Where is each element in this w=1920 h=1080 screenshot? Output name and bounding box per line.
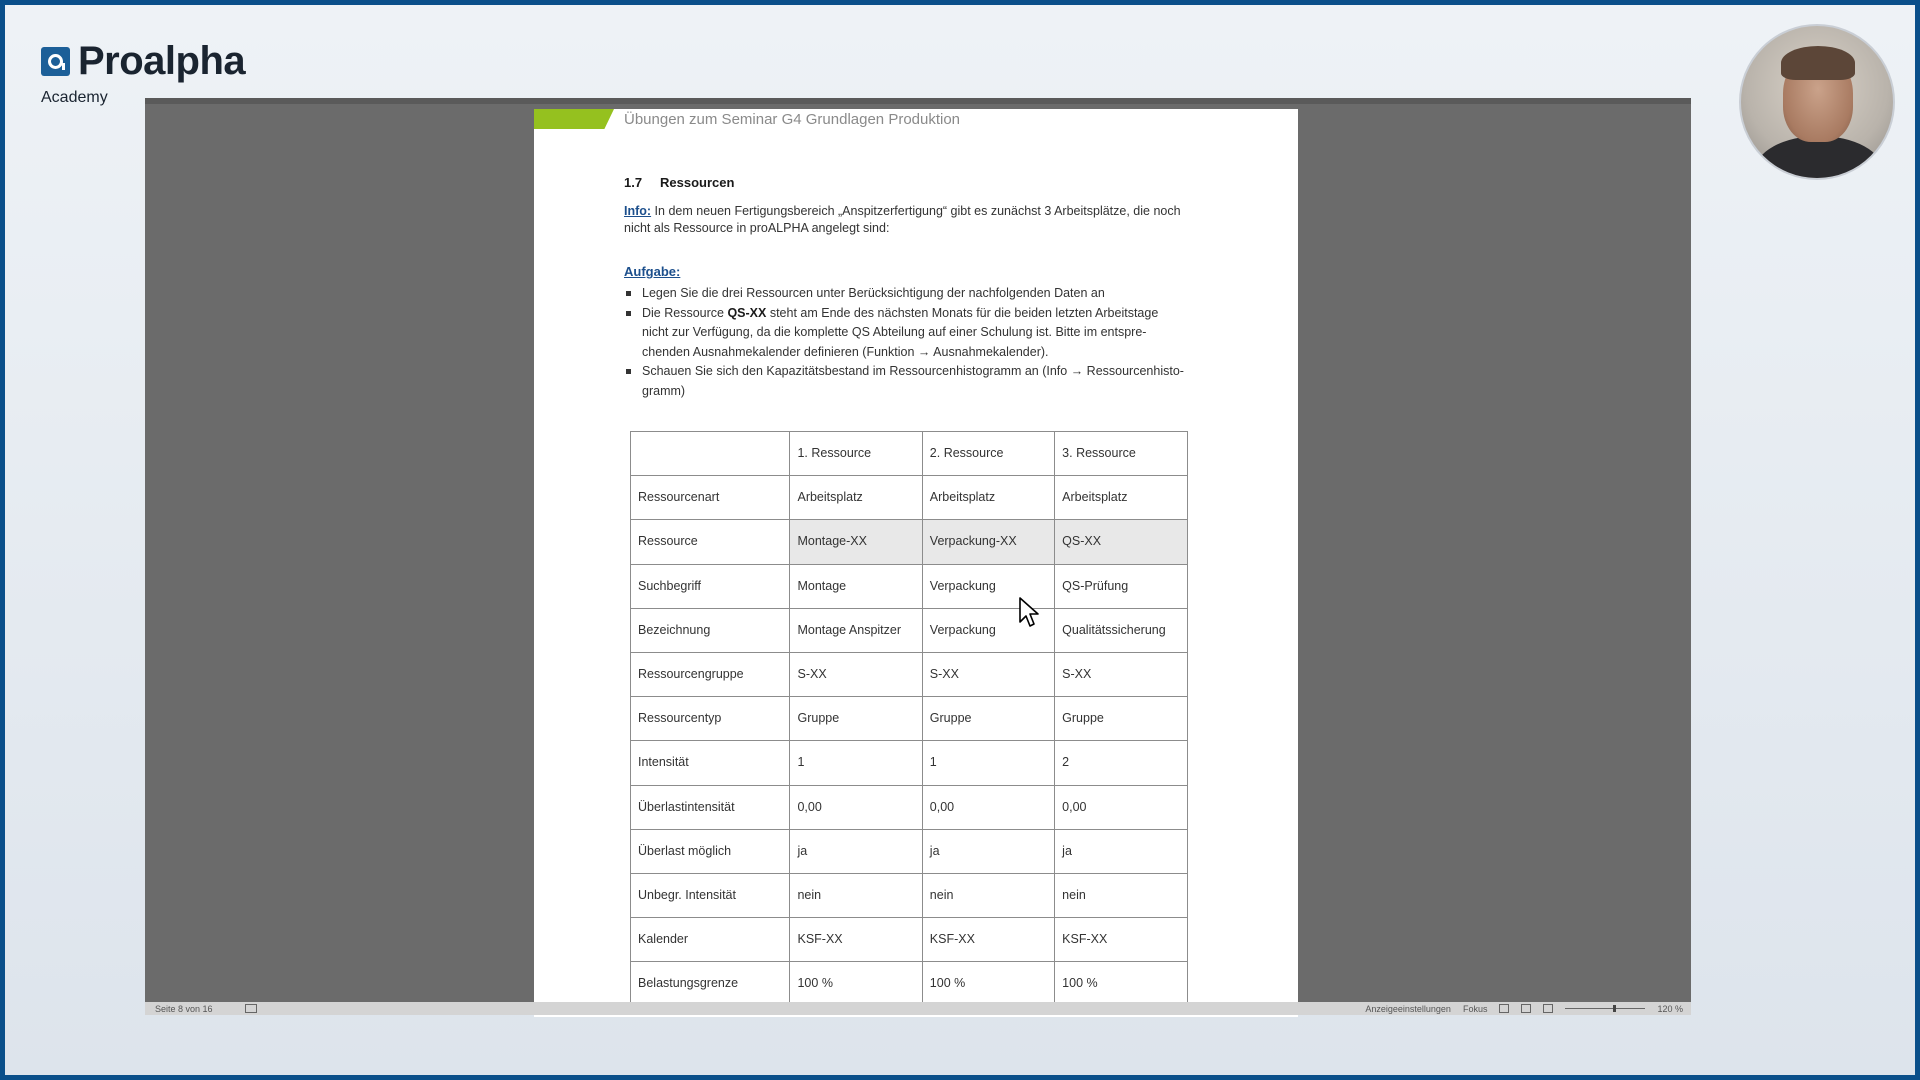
- table-row: [631, 962, 1188, 1006]
- table-cell: KSF-XX: [922, 918, 1054, 962]
- document-page: [534, 109, 1298, 1017]
- document-viewer[interactable]: [145, 98, 1691, 1015]
- table-cell: nein: [922, 873, 1054, 917]
- table-cell: Ressourcenart: [631, 476, 790, 520]
- resource-table: [630, 431, 1188, 1006]
- table-header-row: [631, 432, 1188, 476]
- task-item: Die Ressource QS-XX steht am Ende des nächsten Monats für die beiden letzten Arbeitstage nicht zur Verfügung, da die komplette QS Abteilung auf einer Schulung ist. Bitte im entspre-chenden Ausnahmekalender definieren (Funktion → Ausnahmekalender).: [624, 304, 1184, 363]
- table-cell: 3. Ressource: [1055, 432, 1188, 476]
- table-cell: nein: [790, 873, 922, 917]
- table-cell: Überlast möglich: [631, 829, 790, 873]
- table-row: [631, 785, 1188, 829]
- table-cell: S-XX: [790, 652, 922, 696]
- brand-name: Proalpha: [78, 39, 246, 83]
- proalpha-logo-icon: [41, 47, 70, 76]
- table-cell: 1: [790, 741, 922, 785]
- table-row: [631, 697, 1188, 741]
- table-cell: Montage Anspitzer: [790, 608, 922, 652]
- mouse-cursor-icon: [1018, 596, 1040, 628]
- status-controls: [1365, 1004, 1683, 1014]
- page-indicator[interactable]: Seite 8 von 16: [155, 1003, 213, 1014]
- table-cell: 100 %: [1055, 962, 1188, 1006]
- table-cell: 2: [1055, 741, 1188, 785]
- table-cell: Qualitätssicherung: [1055, 608, 1188, 652]
- table-cell: Verpackung: [922, 608, 1054, 652]
- header-accent-bar: [534, 109, 614, 129]
- table-cell: Überlastintensität: [631, 785, 790, 829]
- table-cell: Kalender: [631, 918, 790, 962]
- table-cell: Gruppe: [922, 697, 1054, 741]
- page-header: Übungen zum Seminar G4 Grundlagen Produktion: [624, 111, 961, 128]
- brand-logo: [41, 39, 245, 84]
- table-row: [631, 520, 1188, 564]
- web-layout-icon[interactable]: [1543, 1004, 1553, 1013]
- table-cell: QS-Prüfung: [1055, 564, 1188, 608]
- table-row: [631, 608, 1188, 652]
- table-cell: ja: [1055, 829, 1188, 873]
- table-cell: ja: [922, 829, 1054, 873]
- table-cell: [631, 432, 790, 476]
- table-cell: Ressourcengruppe: [631, 652, 790, 696]
- brand-subtitle: Academy: [41, 89, 108, 106]
- section-title-text: Ressourcen: [660, 175, 735, 190]
- table-cell: S-XX: [922, 652, 1054, 696]
- table-cell: KSF-XX: [790, 918, 922, 962]
- table-cell: Montage: [790, 564, 922, 608]
- table-row: [631, 476, 1188, 520]
- table-cell: Gruppe: [790, 697, 922, 741]
- slide-frame: [5, 5, 1915, 1075]
- focus-button[interactable]: Fokus: [1462, 1003, 1488, 1014]
- table-row: [631, 873, 1188, 917]
- table-cell: ja: [790, 829, 922, 873]
- table-row: [631, 652, 1188, 696]
- table-cell: Verpackung: [922, 564, 1054, 608]
- table-cell: Intensität: [631, 741, 790, 785]
- presenter-webcam: [1739, 24, 1895, 180]
- table-cell: Belastungsgrenze: [631, 962, 790, 1006]
- table-cell: KSF-XX: [1055, 918, 1188, 962]
- table-row: [631, 918, 1188, 962]
- section-number: 1.7: [624, 175, 643, 190]
- table-row: [631, 564, 1188, 608]
- table-cell: Ressource: [631, 520, 790, 564]
- read-mode-icon[interactable]: [1499, 1004, 1509, 1013]
- table-cell: Gruppe: [1055, 697, 1188, 741]
- status-bar: [145, 1002, 1691, 1015]
- table-row: [631, 829, 1188, 873]
- table-cell: Arbeitsplatz: [1055, 476, 1188, 520]
- table-cell: nein: [1055, 873, 1188, 917]
- table-cell: 100 %: [790, 962, 922, 1006]
- table-cell: Suchbegriff: [631, 564, 790, 608]
- table-cell: 100 %: [922, 962, 1054, 1006]
- proofing-icon[interactable]: [245, 1004, 257, 1013]
- table-cell: Bezeichnung: [631, 608, 790, 652]
- table-cell: Arbeitsplatz: [790, 476, 922, 520]
- zoom-slider[interactable]: [1565, 1008, 1645, 1009]
- table-row: [631, 741, 1188, 785]
- table-cell: Verpackung-XX: [922, 520, 1054, 564]
- task-label: Aufgabe:: [624, 264, 681, 279]
- table-cell: Ressourcentyp: [631, 697, 790, 741]
- task-item: Legen Sie die drei Ressourcen unter Berücksichtigung der nachfolgenden Daten an: [624, 284, 1184, 304]
- task-list: [624, 284, 1184, 401]
- table-cell: QS-XX: [1055, 520, 1188, 564]
- info-paragraph: [624, 203, 1184, 237]
- display-settings-button[interactable]: Anzeigeeinstellungen: [1365, 1003, 1451, 1014]
- table-cell: 0,00: [1055, 785, 1188, 829]
- table-cell: 1. Ressource: [790, 432, 922, 476]
- table-cell: 0,00: [922, 785, 1054, 829]
- section-title: [624, 175, 734, 190]
- info-label: Info:: [624, 204, 652, 218]
- table-cell: Montage-XX: [790, 520, 922, 564]
- zoom-level[interactable]: 120 %: [1657, 1003, 1683, 1014]
- table-cell: 0,00: [790, 785, 922, 829]
- table-cell: Unbegr. Intensität: [631, 873, 790, 917]
- print-layout-icon[interactable]: [1521, 1004, 1531, 1013]
- table-cell: S-XX: [1055, 652, 1188, 696]
- info-text: In dem neuen Fertigungsbereich „Anspitzerfertigung“ gibt es zunächst 3 Arbeitsplätze, die noch nicht als Ressource in proALPHA angelegt sind:: [624, 204, 1181, 235]
- task-item: Schauen Sie sich den Kapazitätsbestand im Ressourcenhistogramm an (Info → Ressourcenhisto-gramm): [624, 362, 1184, 401]
- table-cell: Arbeitsplatz: [922, 476, 1054, 520]
- table-cell: 2. Ressource: [922, 432, 1054, 476]
- table-cell: 1: [922, 741, 1054, 785]
